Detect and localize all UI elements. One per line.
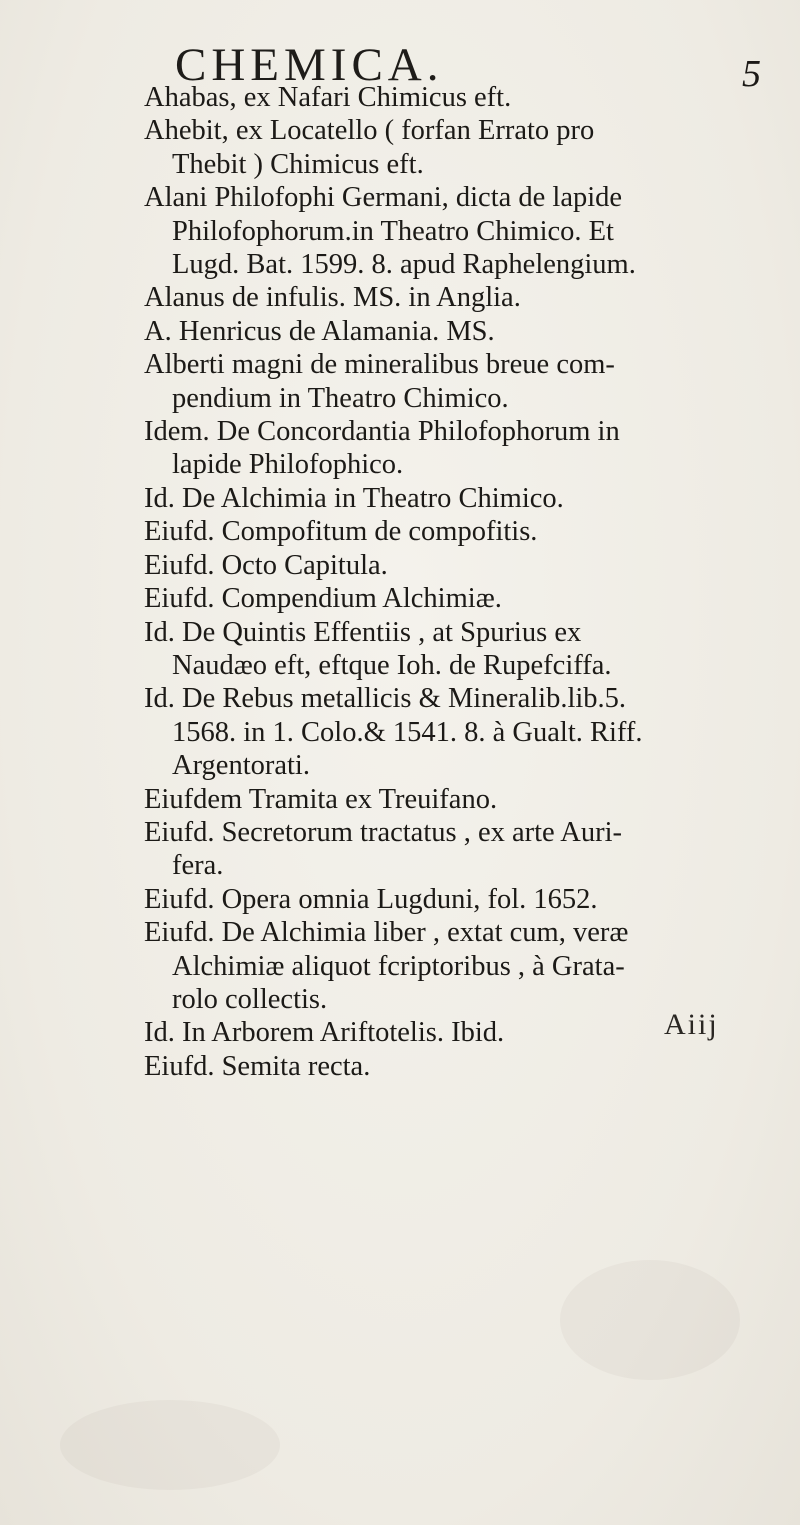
entry-line: Id. De Alchimia in Theatro Chimico.: [144, 482, 564, 514]
page-number: 5: [742, 53, 761, 95]
entry-line: Eiufd. Octo Capitula.: [144, 549, 388, 581]
bibliography-entry: [144, 515, 794, 548]
bibliography-entry: [144, 348, 794, 415]
paper-stain: [60, 1400, 280, 1490]
entry-line: pendium in Theatro Chimico.: [172, 382, 509, 414]
entry-line: Eiufd. Compofitum de compofitis.: [144, 516, 538, 548]
bibliography-entry: [144, 916, 794, 1016]
bibliography-entry: [144, 582, 794, 615]
bibliography-entry: [144, 783, 794, 816]
entry-line: Ahabas, ex Nafari Chimicus eft.: [144, 82, 512, 113]
bibliography-entry: [144, 1050, 794, 1083]
printer-signature-mark: Aiij: [664, 1008, 719, 1041]
entry-line: Alchimiæ aliquot fcriptoribus , à Grata-: [172, 950, 625, 982]
entry-line: A. Henricus de Alamania. MS.: [144, 315, 495, 347]
entry-line: fera.: [172, 850, 224, 882]
entry-line: Alberti magni de mineralibus breue com-: [144, 349, 615, 381]
entry-line: Id. De Quintis Effentiis , at Spurius ex: [144, 616, 582, 648]
entry-line: Idem. De Concordantia Philofophorum in: [144, 416, 620, 448]
bibliography-entry: [144, 415, 794, 482]
bibliography-entry: [144, 81, 794, 114]
entry-line: Argentorati.: [172, 750, 310, 782]
entry-line: Philofophorum.in Theatro Chimico. Et: [172, 215, 614, 247]
bibliography-entries: [144, 81, 794, 1083]
entry-line: Alanus de infulis. MS. in Anglia.: [144, 282, 521, 314]
entry-line: Eiufdem Tramita ex Treuifano.: [144, 783, 498, 815]
bibliography-entry: [144, 482, 794, 515]
entry-line: Eiufd. Semita recta.: [144, 1050, 371, 1082]
bibliography-entry: [144, 114, 794, 181]
entry-line: Eiufd. Compendium Alchimiæ.: [144, 583, 502, 615]
bibliography-entry: [144, 281, 794, 314]
paper-stain: [560, 1260, 740, 1380]
bibliography-entry: [144, 616, 794, 683]
entry-line: 1568. in 1. Colo.& 1541. 8. à Gualt. Riff.: [172, 716, 643, 748]
entry-line: Id. De Rebus metallicis & Mineralib.lib.5.: [144, 683, 627, 715]
entry-line: Eiufd. Opera omnia Lugduni, fol. 1652.: [144, 883, 598, 915]
entry-line: Ahebit, ex Locatello ( forfan Errato pro: [144, 115, 595, 147]
bibliography-entry: [144, 816, 794, 883]
bibliography-entry: [144, 682, 794, 782]
entry-line: Lugd. Bat. 1599. 8. apud Raphelengium.: [172, 249, 636, 281]
entry-line: rolo collectis.: [172, 983, 328, 1015]
entry-line: Naudæo eft, eftque Ioh. de Rupefciffa.: [172, 649, 612, 681]
entry-line: lapide Philofophico.: [172, 449, 404, 481]
bibliography-entry: [144, 181, 794, 281]
page-title: CHEMICA.: [175, 39, 444, 91]
bibliography-entry: [144, 549, 794, 582]
entry-line: Eiufd. De Alchimia liber , extat cum, veræ: [144, 917, 629, 949]
entry-line: Alani Philofophi Germani, dicta de lapide: [144, 182, 623, 214]
entry-line: Eiufd. Secretorum tractatus , ex arte Auri-: [144, 816, 622, 848]
entry-line: Id. In Arborem Ariftotelis. Ibid.: [144, 1017, 505, 1049]
bibliography-entry: [144, 883, 794, 916]
bibliography-entry: [144, 315, 794, 348]
entry-line: Thebit ) Chimicus eft.: [172, 148, 424, 180]
